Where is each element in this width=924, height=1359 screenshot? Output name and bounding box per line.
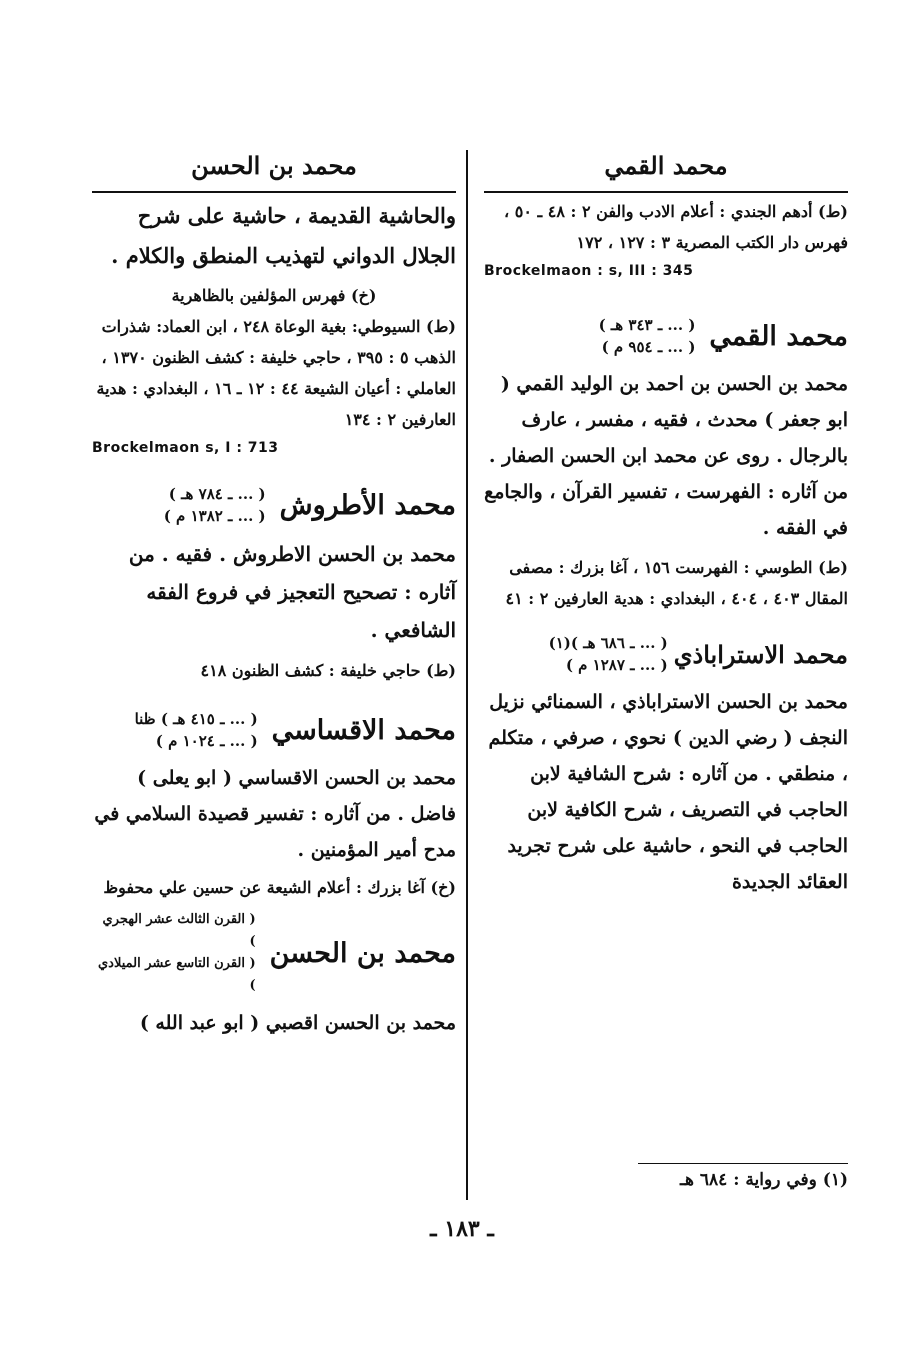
hijri-century: ( القرن الثالث عشر الهجري ) (102, 912, 256, 949)
left-column-header: محمد بن الحسن (191, 151, 357, 180)
entry-body: محمد بن الحسن الاطروش . فقيه . من آثاره : تصحيح التعجيز في فروع الفقه الشافعي . (128, 542, 456, 642)
right-top-latin-reference: Brockelmaon : s, III : 345 (484, 263, 694, 279)
entry-heading-bin-hasan (92, 909, 456, 997)
right-header-rule (484, 191, 848, 193)
entry-reference: (ط) الطوسي : الفهرست ١٥٦ ، آغا بزرك : مصفى المقال ٤٠٣ ، ٤٠٤ ، البغدادي : هدية العارفين ٢ : ٤١ (505, 558, 848, 608)
left-header-rule (92, 191, 456, 193)
entry-heading-astarabadi (484, 632, 848, 676)
entry-dates (599, 314, 696, 358)
right-column-header: محمد القمي (604, 151, 728, 180)
entry-heading-aqsasi (92, 708, 456, 752)
left-column (92, 150, 456, 1041)
hijri-dates: ( ... ـ ٦٨٦ هـ )(١) (548, 634, 668, 652)
right-column (484, 150, 848, 900)
hijri-dates: ( ... ـ ٤١٥ هـ ) ظنا (134, 710, 258, 728)
manuscript-reference: (خ) فهرس المؤلفين بالظاهرية (171, 286, 377, 305)
entry-name: محمد القمي (709, 320, 848, 352)
left-top-latin-reference: Brockelmaon s, I : 713 (92, 440, 279, 456)
gregorian-century: ( القرن التاسع عشر الميلادي ) (98, 956, 256, 993)
entry-dates (549, 632, 668, 676)
entry-name: محمد الأطروش (279, 489, 456, 521)
entry-reference: (ط) حاجي خليفة : كشف الظنون ٤١٨ (200, 661, 456, 680)
entry-name: محمد بن الحسن (269, 937, 456, 969)
gregorian-dates: ( ... ـ ١٣٨٢ م ) (163, 507, 266, 525)
entry-dates (135, 708, 258, 752)
gregorian-dates: ( ... ـ ١٢٨٧ م ) (565, 656, 668, 674)
entry-body: محمد بن الحسن الاقساسي ( ابو يعلى ) فاضل . من آثاره : تفسير قصيدة السلامي في مدح أمير المؤمنين . (94, 767, 456, 861)
page-number: ـ ١٨٣ ـ (430, 1216, 494, 1242)
entry-body: محمد بن الحسن اقصبي ( ابو عبد الله ) (139, 1012, 456, 1034)
gregorian-dates: ( ... ـ ٩٥٤ م ) (601, 338, 696, 356)
gregorian-dates: ( ... ـ ١٠٢٤ م ) (155, 732, 258, 750)
footnote: (١) وفي رواية : ٦٨٤ هـ (680, 1170, 848, 1190)
entry-reference: (خ) آغا بزرك : أعلام الشيعة عن حسين علي محفوظ (103, 878, 456, 897)
entry-dates (92, 909, 256, 997)
right-top-reference: (ط) أدهم الجندي : أعلام الادب والفن ٢ : ٤٨ ـ ٥٠ ، فهرس دار الكتب المصرية ٣ : ١٢٧ ، ١٧٢ (504, 202, 848, 252)
entry-heading-atrush (92, 483, 456, 527)
entry-name: محمد الاقساسي (271, 714, 456, 746)
entry-heading-qummi (484, 314, 848, 358)
continued-body: والحاشية القديمة ، حاشية على شرح الجلال الدواني لتهذيب المنطق والكلام . (111, 203, 456, 268)
hijri-dates: ( ... ـ ٧٨٤ هـ ) (168, 485, 266, 503)
printed-reference: (ط) السيوطي: بغية الوعاة ٢٤٨ ، ابن العماد: شذرات الذهب ٥ : ٣٩٥ ، حاجي خليفة : كشف الظنون ١٣٧٠ ، العاملي : أعيان الشيعة ٤٤ : ١٢ ـ ١٦ ، البغدادي : هدية العارفين ٢ : ١٣٤ (96, 317, 456, 429)
entry-name: محمد الاستراباذي (673, 639, 848, 669)
hijri-dates: ( ... ـ ٣٤٣ هـ ) (598, 316, 696, 334)
column-divider (466, 150, 468, 1200)
entry-dates (164, 483, 266, 527)
entry-body: محمد بن الحسن بن احمد بن الوليد القمي ( ابو جعفر ) محدث ، فقيه ، مفسر ، عارف بالرجال . روى عن محمد ابن الحسن الصفار . من آثاره : الفهرست ، تفسير القرآن ، والجامع في الفقه . (484, 373, 848, 539)
entry-body: محمد بن الحسن الاستراباذي ، السمنائي نزيل النجف ( رضي الدين ) نحوي ، صرفي ، متكلم ، منطقي . من آثاره : شرح الشافية لابن الحاجب في التصريف ، شرح الكافية لابن الحاجب في النحو ، حاشية على شرح تجريد العقائد الجديدة (488, 691, 848, 893)
footnote-rule (638, 1163, 848, 1164)
